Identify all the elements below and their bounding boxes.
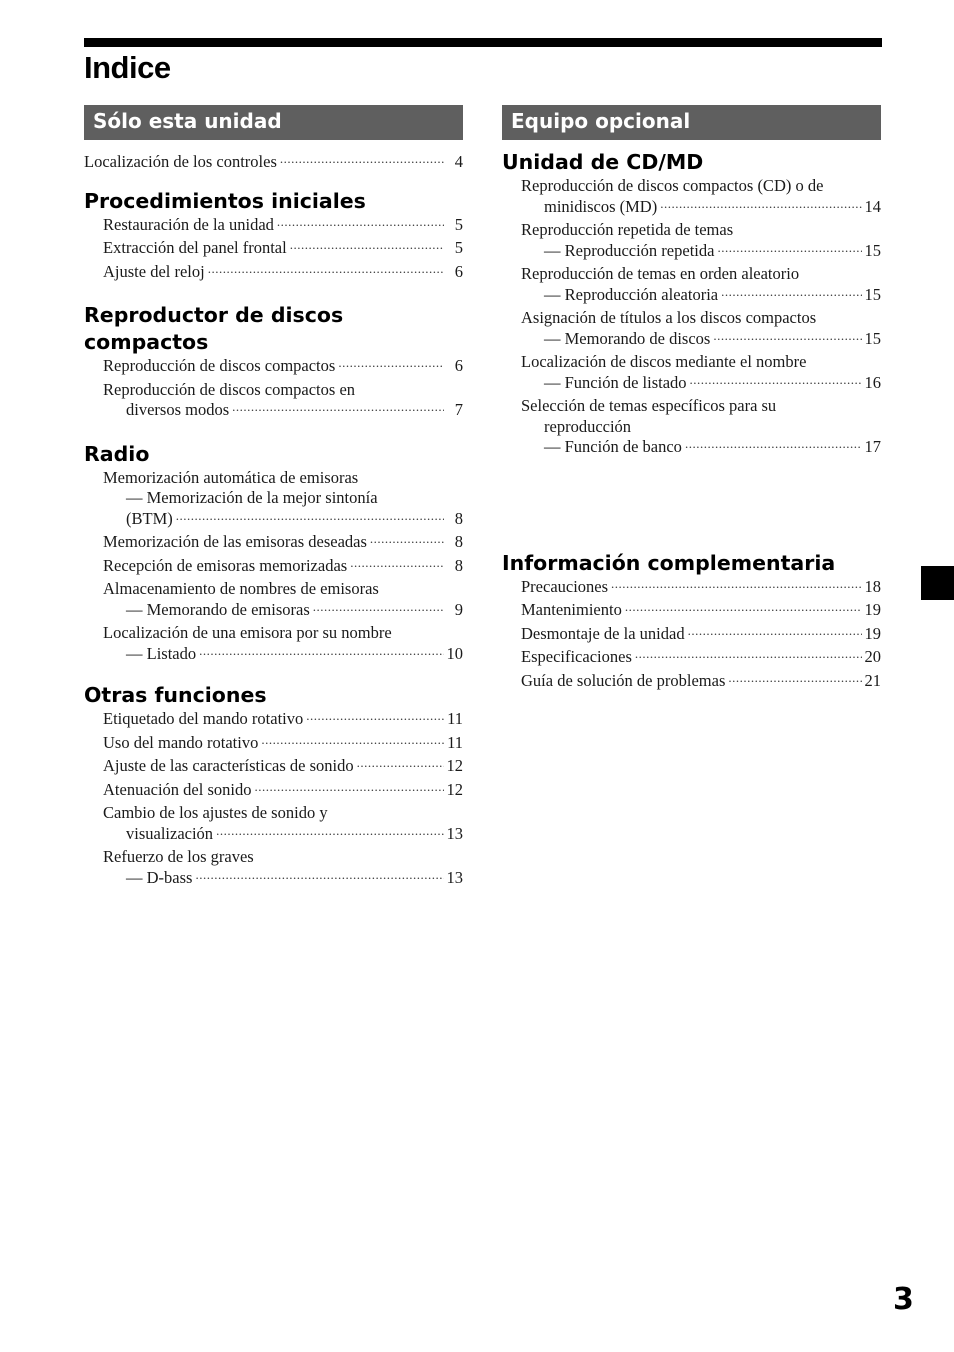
entry-text: Ajuste de las características de sonido — [103, 756, 354, 775]
toc-entry[interactable] — [84, 733, 463, 754]
leader-dots — [728, 672, 861, 686]
entry-text: — Listado — [126, 643, 197, 663]
page-ref: 12 — [446, 779, 463, 799]
entry-text: Guía de solución de problemas — [521, 670, 726, 690]
section-heading: Unidad de CD/MD — [502, 150, 704, 174]
entry-text: Almacenamiento de nombres de emisoras — [103, 579, 379, 598]
entry-text: Restauración de la unidad — [103, 214, 274, 234]
entry-text: diversos modos — [126, 400, 230, 419]
toc-entry[interactable] — [502, 600, 881, 621]
entry-text: — Función de banco — [544, 437, 682, 456]
page-ref: 19 — [864, 623, 881, 643]
toc-entry[interactable] — [84, 532, 463, 553]
toc-entry[interactable] — [84, 262, 463, 283]
page-ref: 19 — [864, 600, 881, 619]
toc-entry[interactable] — [502, 220, 881, 261]
leader-dots — [635, 648, 862, 662]
page-ref: 6 — [454, 356, 463, 375]
entry-text: Ajuste del reloj — [103, 261, 205, 281]
page-ref: 11 — [447, 732, 463, 752]
toc-entry[interactable] — [84, 556, 463, 577]
section-banner: Equipo opcional — [502, 105, 881, 140]
page-ref: 8 — [454, 555, 463, 575]
toc-entry[interactable] — [502, 352, 881, 393]
entry-text: Localización de una emisora por su nombre — [103, 623, 392, 642]
toc-entry[interactable] — [84, 756, 463, 777]
page-ref: 10 — [446, 643, 463, 663]
leader-dots — [357, 757, 444, 771]
entry-text: Cambio de los ajustes de sonido y — [103, 803, 328, 822]
toc-entry[interactable] — [84, 623, 463, 664]
entry-text: — Memorando de discos — [544, 328, 711, 348]
toc-entry[interactable] — [502, 176, 881, 217]
entry-text: Reproducción de temas en orden aleatorio — [521, 264, 800, 283]
page-ref: 8 — [454, 532, 463, 551]
toc-entry[interactable] — [84, 709, 463, 730]
leader-dots — [261, 734, 444, 748]
page-ref: 17 — [864, 437, 881, 456]
leader-dots — [338, 357, 444, 371]
title-rule — [84, 38, 882, 47]
toc-entry[interactable] — [84, 356, 463, 377]
section-banner: Sólo esta unidad — [84, 105, 463, 140]
entry-text: (BTM) — [126, 508, 173, 528]
entry-text: Atenuación del sonido — [103, 779, 252, 799]
leader-dots — [721, 286, 861, 300]
toc-entry[interactable] — [84, 152, 463, 173]
page-ref: 15 — [864, 284, 881, 304]
toc-entry[interactable] — [502, 264, 881, 305]
entry-text: Memorización de las emisoras deseadas — [103, 532, 367, 551]
leader-dots — [713, 330, 861, 344]
toc-section — [84, 682, 463, 888]
entry-text: — Memorando de emisoras — [126, 599, 310, 619]
leader-dots — [277, 216, 444, 230]
entry-text: Reproducción repetida de temas — [521, 220, 734, 239]
section-heading: Información complementaria — [502, 550, 836, 575]
entry-text: — D-bass — [126, 867, 193, 887]
leader-dots — [216, 825, 443, 839]
entry-text: Extracción del panel frontal — [103, 238, 287, 257]
entry-text: Mantenimiento — [521, 600, 622, 619]
entry-text: Selección de temas específicos para su — [521, 396, 777, 415]
toc-entry[interactable] — [502, 647, 881, 668]
page-ref: 13 — [446, 823, 463, 843]
leader-dots — [199, 645, 443, 659]
leader-dots — [350, 557, 444, 571]
leader-dots — [306, 710, 444, 724]
entry-text: Reproducción de discos compactos (CD) o de — [521, 176, 824, 195]
page-ref: 5 — [454, 214, 463, 234]
toc-entry[interactable] — [502, 396, 881, 458]
leader-dots — [717, 242, 861, 256]
page-ref: 14 — [864, 196, 881, 216]
entry-text: Reproducción de discos compactos en — [103, 379, 356, 399]
page-ref: 11 — [447, 709, 463, 728]
page-ref: 6 — [454, 261, 463, 281]
entry-text: Localización de discos mediante el nombre — [521, 352, 807, 371]
leader-dots — [280, 153, 444, 167]
page-ref: 12 — [446, 756, 463, 775]
toc-entry[interactable] — [502, 671, 881, 692]
leader-dots — [313, 601, 444, 615]
page-ref: 7 — [454, 400, 463, 419]
toc-entry[interactable] — [502, 308, 881, 349]
leader-dots — [208, 263, 444, 277]
leader-dots — [232, 401, 444, 415]
section-heading — [84, 302, 463, 356]
toc-entry[interactable] — [84, 847, 463, 888]
toc-section — [502, 550, 881, 692]
leader-dots — [660, 198, 861, 212]
entry-text: — Reproducción repetida — [544, 240, 715, 260]
page-ref: 21 — [864, 670, 881, 690]
section-heading: Procedimientos iniciales — [84, 188, 366, 213]
page-ref: 15 — [864, 328, 881, 348]
entry-text: Refuerzo de los graves — [103, 847, 254, 866]
leader-dots — [370, 533, 444, 547]
leader-dots — [688, 625, 862, 639]
toc-section — [84, 302, 463, 421]
toc-entry[interactable] — [502, 624, 881, 645]
language-thumb-tab — [921, 566, 954, 600]
entry-text: Etiquetado del mando rotativo — [103, 709, 304, 728]
entry-text: Localización de los controles — [84, 152, 277, 171]
leader-dots — [685, 438, 862, 452]
entry-text: Memorización automática de emisoras — [103, 467, 359, 487]
toc-entry[interactable] — [84, 215, 463, 236]
entry-text: reproducción — [544, 416, 632, 436]
toc-section — [84, 441, 463, 665]
page-ref: 15 — [864, 240, 881, 260]
entry-text: Reproducción de discos compactos — [103, 356, 336, 375]
entry-text: Recepción de emisoras memorizadas — [103, 555, 348, 575]
leader-dots — [195, 869, 443, 883]
heading-line: compactos — [84, 330, 209, 354]
entry-text: Uso del mando rotativo — [103, 732, 259, 752]
leader-dots — [290, 239, 444, 253]
toc-entry[interactable] — [84, 238, 463, 259]
toc-section — [84, 188, 463, 283]
section-heading: Otras funciones — [84, 683, 267, 707]
toc-entry[interactable] — [84, 380, 463, 421]
toc-entry[interactable] — [84, 803, 463, 844]
toc-entry[interactable] — [84, 780, 463, 801]
entry-text: minidiscos (MD) — [544, 196, 658, 216]
leader-dots — [690, 374, 862, 388]
entry-text: Desmontaje de la unidad — [521, 623, 685, 643]
page-ref: 20 — [864, 647, 881, 666]
toc-section — [502, 149, 881, 458]
toc-entry[interactable] — [502, 577, 881, 598]
right-column — [502, 105, 881, 694]
leader-dots — [611, 578, 861, 592]
entry-text: Asignación de títulos a los discos compactos — [521, 308, 817, 327]
left-column — [84, 105, 463, 891]
entry-text: — Reproducción aleatoria — [544, 284, 719, 304]
leader-dots — [176, 510, 444, 524]
leader-dots — [254, 781, 443, 795]
toc-entry[interactable] — [84, 468, 463, 530]
leader-dots — [625, 601, 862, 615]
page-title: Indice — [84, 50, 171, 85]
page-ref: 8 — [454, 508, 463, 528]
toc-entry[interactable] — [84, 579, 463, 620]
entry-text: — Memorización de la mejor sintonía — [126, 488, 378, 507]
entry-text: Especificaciones — [521, 647, 632, 666]
entry-text: visualización — [126, 823, 214, 843]
page-number: 3 — [893, 1282, 914, 1317]
page-ref: 16 — [864, 372, 881, 392]
page-ref: 18 — [864, 576, 881, 596]
heading-line: Reproductor de discos — [84, 303, 344, 327]
entry-text: Precauciones — [521, 576, 609, 596]
page-ref: 13 — [446, 867, 463, 887]
section-heading: Radio — [84, 441, 150, 466]
page-ref: 9 — [454, 599, 463, 619]
page-ref: 5 — [454, 238, 463, 257]
entry-text: — Función de listado — [544, 372, 687, 392]
page-ref: 4 — [454, 152, 463, 171]
